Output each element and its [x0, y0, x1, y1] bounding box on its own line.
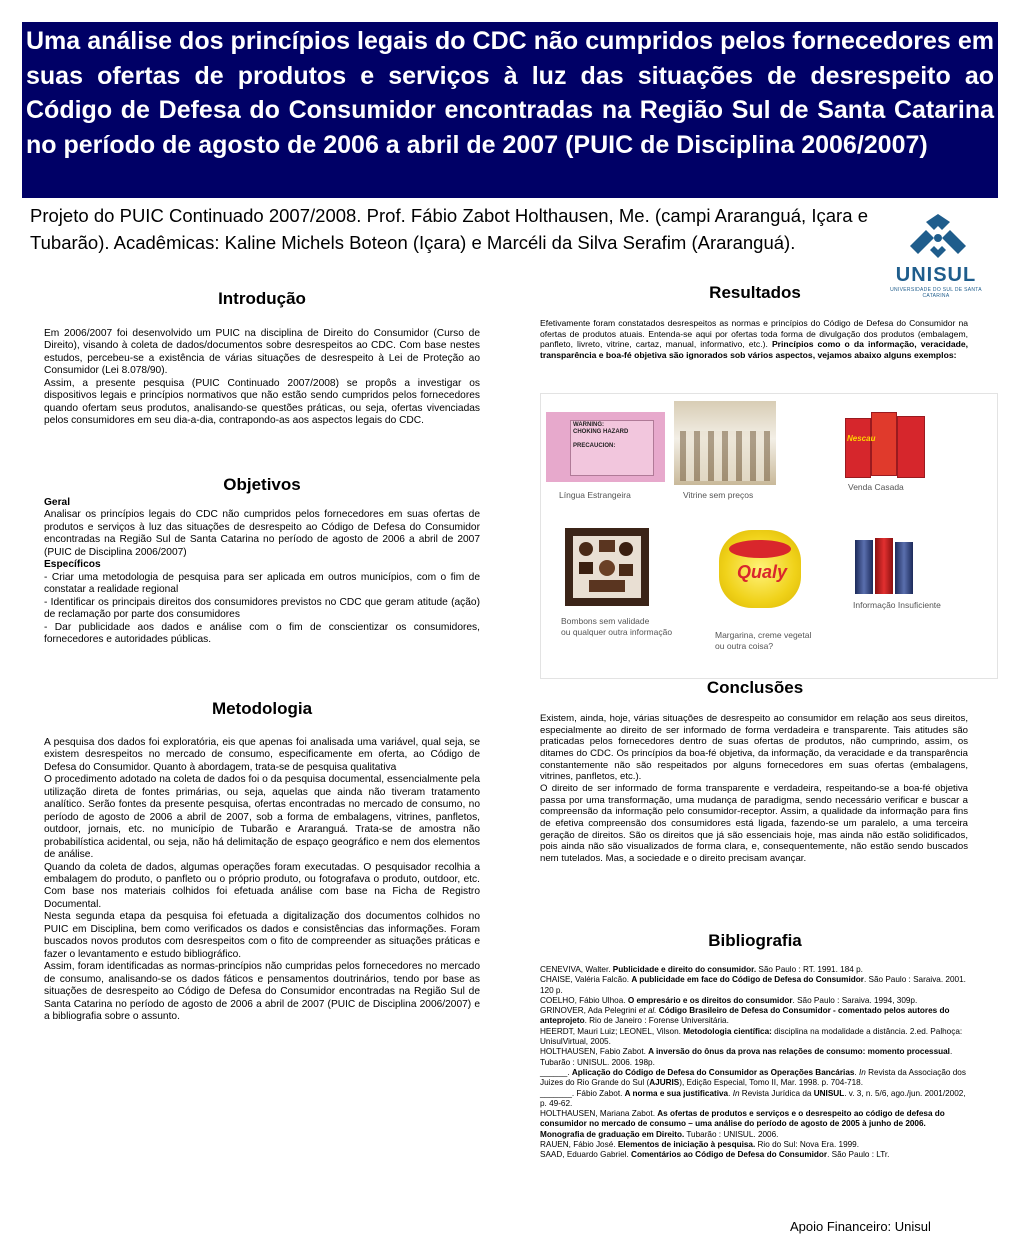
bib-entry: _______. Fábio Zabot. A norma e sua justificativa. In Revista Jurídica da UNISUL. v. 3, n. 5/6, ago./jun. 2001/2002, p. 49-62.: [540, 1088, 966, 1108]
caption-informacao-insuficiente: Informação Insuficiente: [853, 600, 941, 610]
introducao-p2: Assim, a presente pesquisa (PUIC Continuado 2007/2008) se propôs a investigar os dispositivos legais e princípios normativos que não estão sendo cumpridos pelos fornecedores quando ofertam seus produtos, analisando-se questões práticas, ou seja, ofertas vivenciadas pelos consumidores em seu dia-a-dia, contrapondo-as aos aspectos legais do CDC.: [44, 377, 480, 427]
bib-entry: ______. Aplicação do Código de Defesa do Consumidor as Operações Bancárias. In Revista da Associação dos Juizes do Rio Grande do Sul (AJURIS), Edição Especial, Tomo II, Mar. 1998. p. 704-718.: [540, 1067, 966, 1088]
objetivos-especificos-label: Específicos: [44, 559, 101, 571]
title-band: [22, 22, 998, 198]
resultados-heading: Resultados: [709, 283, 801, 302]
conclusoes-p1: Existem, ainda, hoje, várias situações de desrespeito ao consumidor em relação aos seus direitos, especialmente ao direito de ser informado de forma verdadeira e transparente. Tais atitudes são praticadas pelos fornecedores dentro de suas ofertas de produtos, não cumprindo, assim, os ditames do CDC. Os princípios da boa-fé objetiva, da informação, da veracidade e da transparência constantemente não são respeitados por alguns fornecedores em suas ofertas (embalagens, vitrines, panfletos, etc.).: [540, 713, 968, 783]
photo-foreign-language: [546, 412, 665, 482]
authors-line: Projeto do PUIC Continuado 2007/2008. Prof. Fábio Zabot Holthausen, Me. (campi Araranguá, Içara e Tubarão). Acadêmicas: Kaline Michels Boteon (Içara) e Marcéli da Silva Serafim (Araranguá).: [30, 205, 868, 253]
photo-nescau-brand: Nescau: [847, 434, 876, 443]
caption-margarina-2: ou outra coisa?: [715, 641, 774, 651]
resultados-text: Efetivamente foram constatados desrespeitos as normas e princípios do Código de Defesa do Consumidor na ofertas de produtos atuais. Entenda-se aqui por ofertas toda forma de divulgação dos produtos (embalagem, panfleto, livreto, vitrine, cartaz, manual, informativo, etc.).: [540, 318, 968, 350]
photo-warning-text: WARNING:: [573, 422, 604, 428]
resultados-body: [540, 318, 968, 360]
logo-subtitle: UNIVERSIDADE DO SUL DE SANTA CATARINA: [890, 287, 982, 299]
introducao-p1: Em 2006/2007 foi desenvolvido um PUIC na disciplina de Direito do Consumidor (Curso de Direito), visando à coleta de dados/documentos sobre desrespeitos ao CDC. Com base nestes estudos, percebeu-se a existência de várias situações de desrespeito à Lei de Proteção ao Consumidor (Lei 8.078/90).: [44, 328, 480, 377]
examples-photo-panel: [540, 393, 998, 679]
bib-entry: RAUEN, Fábio José. Elementos de iniciação à pesquisa. Rio do Sul: Nova Era. 1999.: [540, 1140, 860, 1150]
photo-energy-cans: [853, 534, 917, 596]
bib-entry: CHAISE, Valéria Falcão. A publicidade em face do Código de Defesa do Consumidor. São Paulo : Saraiva. 2001. 120 p.: [540, 975, 966, 995]
caption-venda-casada: Venda Casada: [848, 482, 904, 492]
caption-vitrine-sem-precos: Vitrine sem preços: [683, 490, 754, 500]
metodologia-p1: A pesquisa dos dados foi exploratória, eis que apenas foi analisada uma variável, qual seja, se existem desrespeitos no mercado de consumo, especificamente em oferta, ao Código de Defesa do Consumidor. Quanto à abordagem, trata-se de pesquisa qualitativa: [44, 737, 480, 773]
footer-funding: Apoio Financeiro: Unisul: [790, 1219, 931, 1234]
resultados-text-bold: Princípios como o da informação, veracidade, transparência e boa-fé objetiva são ignorados sob vários aspectos, vejamos abaixo alguns exemplos:: [540, 339, 969, 360]
metodologia-p5: Assim, foram identificadas as normas-princípios não cumpridas pelos fornecedores no mercado de consumo, analisando-se os dados fáticos e pensamentos doutrinários, tendo por base as situações de desrespeito ao Código de Defesa do Consumidor encontradas na Região Sul de Santa Catarina no período de agosto de 2006 a abril de 2007 (PUIC de Disciplina 2006/2007) e a bibliografia sobre o assunto.: [44, 961, 480, 1022]
photo-margarine: [711, 520, 809, 612]
bibliografia-list: [540, 965, 968, 1161]
bib-entry: HEERDT, Mauri Luiz; LEONEL, Vilson. Metodologia científica: disciplina na modalidade a distância. 2.ed. Palhoça: UnisulVirtual, 2005.: [540, 1026, 963, 1047]
objetivo-especifico-1: - Criar uma metodologia de pesquisa para ser aplicada em outros municípios, com o fim de constatar a realidade regional: [44, 571, 480, 596]
introducao-heading: Introdução: [218, 289, 306, 308]
photo-tied-sale: [843, 408, 927, 482]
caption-lingua-estrangeira: Língua Estrangeira: [559, 490, 631, 500]
metodologia-body: [44, 737, 480, 1023]
metodologia-heading: Metodologia: [211, 699, 313, 718]
objetivos-heading: Objetivos: [223, 475, 301, 494]
conclusoes-p2: O direito de ser informado de forma transparente e verdadeira, respeitando-se a boa-fé objetiva passa por uma transformação, uma mudança de paradigma, sendo necessário verificar e buscar a compreensão da informação pelo consumidor-receptor. Assim, a qualidade da informação para fins de efetiva compreensão dos consumidores está ligada, fazendo-se um paralelo, a uma terceira geração de direitos. São os direitos que já são essenciais hoje, mas ainda não estão solidificados, pois ainda não são visualizados de forma clara, e, consequentemente, não estão sendo buscados nem tutelados. Mas, a sociedade e o direito precisam avançar.: [540, 782, 968, 864]
bib-entry: HOLTHAUSEN, Mariana Zabot. As ofertas de produtos e serviços e o desrespeito ao código de defesa do consumidor no mercado de consumo – uma análise do período de agosto de 2005 à junho de 2006. Monografia de graduação em Direito. Tubarão : UNISUL. 2006.: [540, 1109, 945, 1139]
photo-chocolates: [565, 528, 649, 606]
metodologia-p4: Nesta segunda etapa da pesquisa foi efetuada a digitalização dos documentos colhidos no PUIC em Disciplina, bem como verificados os dados e consistências das informações. Foram buscados novos produtos com desrespeitos com o fito de compreender as situações práticas e fazer o levantamento e estudo bibliográfico.: [44, 911, 480, 960]
logo-name: UNISUL: [895, 264, 977, 286]
metodologia-p3: Quando da coleta de dados, algumas operações foram executadas. O pesquisador recolhia a embalagem do produto, o panfleto ou o próprio produto, ou fotografava o produto, outdoor, etc. Com base nos materiais colhidos foi efetuada análise com base na Ficha de Registro Documental.: [44, 861, 480, 910]
photo-qualy-brand: Qualy: [737, 562, 788, 582]
objetivos-geral-label: Geral: [44, 497, 71, 508]
bibliografia-heading: Bibliografia: [708, 931, 802, 950]
bib-entry: COELHO, Fábio Ulhoa. O empresário e os direitos do consumidor. São Paulo : Saraiva. 1994, 309p.: [540, 995, 918, 1005]
photo-choking-text: CHOKING HAZARD: [573, 429, 629, 435]
conclusoes-body: [540, 713, 968, 865]
unisul-emblem-icon: [904, 212, 972, 264]
bib-entry: CENEVIVA, Walter. Publicidade e direito do consumidor. São Paulo : RT. 1991. 184 p.: [540, 965, 863, 974]
bib-entry: SAAD, Eduardo Gabriel. Comentários ao Código de Defesa do Consumidor. São Paulo : LTr.: [540, 1150, 890, 1160]
conclusoes-heading: Conclusões: [706, 678, 804, 697]
poster-title: Uma análise dos princípios legais do CDC não cumpridos pelos fornecedores em suas ofertas de produtos e serviços à luz das situações de desrespeito ao Código de Defesa do Consumidor encontradas na Região Sul de Santa Catarina no período de agosto de 2006 a abril de 2007 (PUIC de Disciplina 2006/2007): [26, 27, 994, 159]
photo-shop-window: [674, 401, 776, 485]
objetivo-especifico-2: - Identificar os principais direitos dos consumidores previstos no CDC que geram atitude (ação) de reclamação por parte dos consumidores: [44, 596, 480, 621]
caption-margarina-1: Margarina, creme vegetal: [715, 630, 812, 640]
objetivo-especifico-3: - Dar publicidade aos dados e análise com o fim de conscientizar os consumidores, fornecedores e autoridades públicas.: [44, 621, 480, 645]
introducao-body: [44, 328, 480, 428]
bib-entry: HOLTHAUSEN, Fabio Zabot. A inversão do ônus da prova nas relações de consumo: momento processual. Tubarão : UNISUL. 2006. 198p.: [540, 1047, 953, 1067]
photo-precaucion-text: PRECAUCION:: [573, 443, 616, 449]
caption-bombons-2: ou qualquer outra informação: [561, 627, 673, 637]
bib-entry: GRINOVER, Ada Pelegrini et al. Código Brasileiro de Defesa do Consumidor - comentado pelos autores do anteprojeto. Rio de Janeiro : Forense Universitária.: [540, 1006, 950, 1026]
objetivos-body: [44, 497, 480, 646]
metodologia-p2: O procedimento adotado na coleta de dados foi o da pesquisa documental, essencialmente pela utilização direta de fontes primárias, ou seja, aquelas que ainda não tiveram tratamento analítico. Serão fontes da presente pesquisa, ofertas encontradas no mercado de consumo, no período de agosto de 2006 a abril de 2007, sob a forma de embalagens, vitrines, panfletos, outdoor, jornais, etc. no município de Tubarão e Araranguá. Trata-se de amostra não probabilística acidental, ou seja, não há delimitação de espaço geográfico e nem dos elementos de análise.: [44, 774, 480, 861]
objetivos-geral-text: Analisar os princípios legais do CDC não cumpridos pelos fornecedores em suas ofertas de produtos e serviços à luz das situações de desrespeito ao Código de Defesa do Consumidor encontradas na Região Sul de Santa Catarina no período de agosto de 2006 a abril de 2007 (PUIC de Disciplina 2006/2007): [44, 509, 480, 558]
caption-bombons-1: Bombons sem validade: [561, 616, 650, 626]
